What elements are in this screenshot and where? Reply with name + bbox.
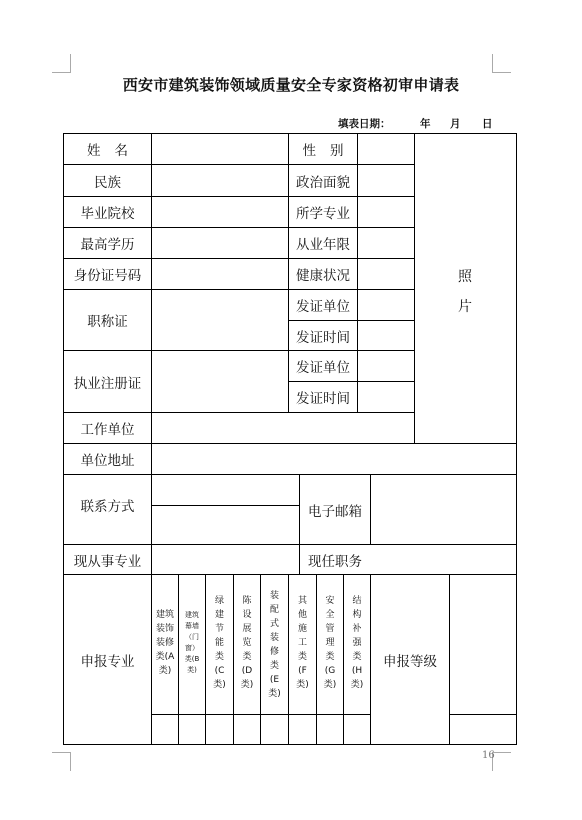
category-char: 类 — [297, 652, 307, 662]
label-title-cert: 职称证 — [87, 314, 128, 330]
category-char: (H — [351, 666, 363, 676]
photo-placeholder — [415, 262, 515, 322]
category-char: 类(B — [184, 655, 200, 663]
category-char: 建筑 — [185, 611, 199, 619]
category-char: 其 — [297, 596, 307, 606]
category-char: 全 — [325, 610, 335, 620]
label-current-position: 现任职务 — [308, 553, 362, 570]
category-a — [152, 578, 178, 708]
label-name: 姓名 — [87, 143, 142, 159]
label-practice-cert: 执业注册证 — [73, 375, 142, 392]
category-char: 建 — [214, 610, 224, 620]
category-char: 修 — [269, 647, 279, 657]
category-char: 陈 — [242, 596, 252, 606]
category-char: 强 — [352, 638, 362, 648]
fill-date-month: 月 — [450, 118, 461, 130]
category-char: 类) — [323, 680, 337, 690]
category-char: 窗） — [185, 644, 199, 652]
category-b — [179, 578, 205, 708]
category-char: 他 — [297, 610, 307, 620]
category-char: 类) — [240, 680, 254, 690]
fill-date-day: 日 — [482, 118, 493, 130]
category-char: (G — [324, 666, 336, 676]
category-char: (F — [298, 666, 307, 676]
category-char: 装饰 — [155, 624, 174, 634]
fill-date-year: 年 — [420, 118, 431, 130]
label-current-major: 现从事专业 — [73, 553, 142, 570]
category-char: 类) — [213, 680, 226, 690]
category-char: 类) — [296, 680, 309, 690]
label-major: 所学专业 — [296, 206, 350, 222]
category-char: 类 — [269, 661, 279, 671]
category-char: 装修 — [155, 638, 174, 648]
label-title-cert-issue-time: 发证时间 — [296, 329, 350, 346]
category-char: 展 — [242, 624, 252, 634]
category-char: 绿 — [214, 596, 224, 606]
label-apply-major: 申报专业 — [80, 654, 135, 670]
category-char: 节 — [214, 624, 224, 634]
label-school: 毕业院校 — [80, 206, 135, 222]
category-char: 类 — [214, 652, 224, 662]
category-char: 工 — [297, 638, 307, 648]
label-title-cert-issuer: 发证单位 — [296, 299, 350, 315]
photo-char-2: 片 — [458, 299, 472, 315]
category-char: 类(A — [155, 652, 175, 662]
label-practice-cert-issuer: 发证单位 — [296, 360, 350, 376]
category-char: （门 — [185, 633, 199, 641]
category-char: 幕墙 — [185, 622, 199, 630]
category-char: (C — [214, 666, 225, 676]
category-f — [289, 578, 316, 708]
category-e — [261, 578, 288, 712]
category-char: 类) — [268, 689, 281, 699]
category-char: 施 — [297, 624, 307, 634]
label-health: 健康状况 — [296, 268, 350, 284]
form-title: 西安市建筑装饰领域质量安全专家资格初审申请表 — [122, 76, 460, 94]
category-g — [317, 578, 343, 708]
category-char: 装 — [269, 591, 279, 601]
category-char: 设 — [242, 610, 252, 620]
category-char: 类) — [187, 666, 197, 674]
category-char: (D — [241, 666, 253, 676]
category-char: 类 — [352, 652, 362, 662]
page-number: 16 — [482, 750, 495, 761]
category-char: (E — [269, 675, 280, 685]
label-id-number: 身份证号码 — [73, 268, 142, 284]
label-education: 最高学历 — [80, 237, 135, 253]
category-char: 能 — [214, 638, 224, 648]
label-contact: 联系方式 — [80, 499, 135, 515]
category-char: 建筑 — [155, 610, 174, 620]
category-char: 安 — [325, 596, 335, 606]
category-char: 补 — [352, 624, 362, 634]
label-years-in-field: 从业年限 — [296, 237, 350, 253]
category-char: 览 — [242, 638, 252, 648]
category-char: 结 — [352, 596, 362, 606]
category-char: 装 — [269, 633, 279, 643]
category-char: 构 — [352, 610, 362, 620]
category-char: 理 — [325, 638, 335, 648]
category-char: 式 — [269, 619, 279, 629]
label-unit-address: 单位地址 — [80, 453, 135, 469]
category-char: 配 — [269, 605, 279, 615]
label-ethnicity: 民族 — [94, 174, 121, 191]
label-email: 电子邮箱 — [308, 503, 362, 520]
category-h — [344, 578, 370, 708]
category-c — [206, 578, 233, 708]
label-practice-cert-issue-time: 发证时间 — [296, 391, 350, 407]
category-char: 类 — [325, 652, 335, 662]
label-gender: 性别 — [302, 143, 358, 159]
category-d — [234, 578, 260, 708]
category-char: 类) — [350, 680, 364, 690]
label-political-status: 政治面貌 — [296, 174, 350, 191]
category-char: 管 — [325, 624, 335, 634]
label-work-unit: 工作单位 — [80, 422, 135, 438]
photo-char-1: 照 — [458, 269, 472, 285]
fill-date-label: 填表日期： — [338, 118, 391, 130]
label-apply-level: 申报等级 — [383, 654, 437, 670]
category-char: 类 — [242, 652, 252, 662]
category-char: 类) — [158, 666, 172, 676]
